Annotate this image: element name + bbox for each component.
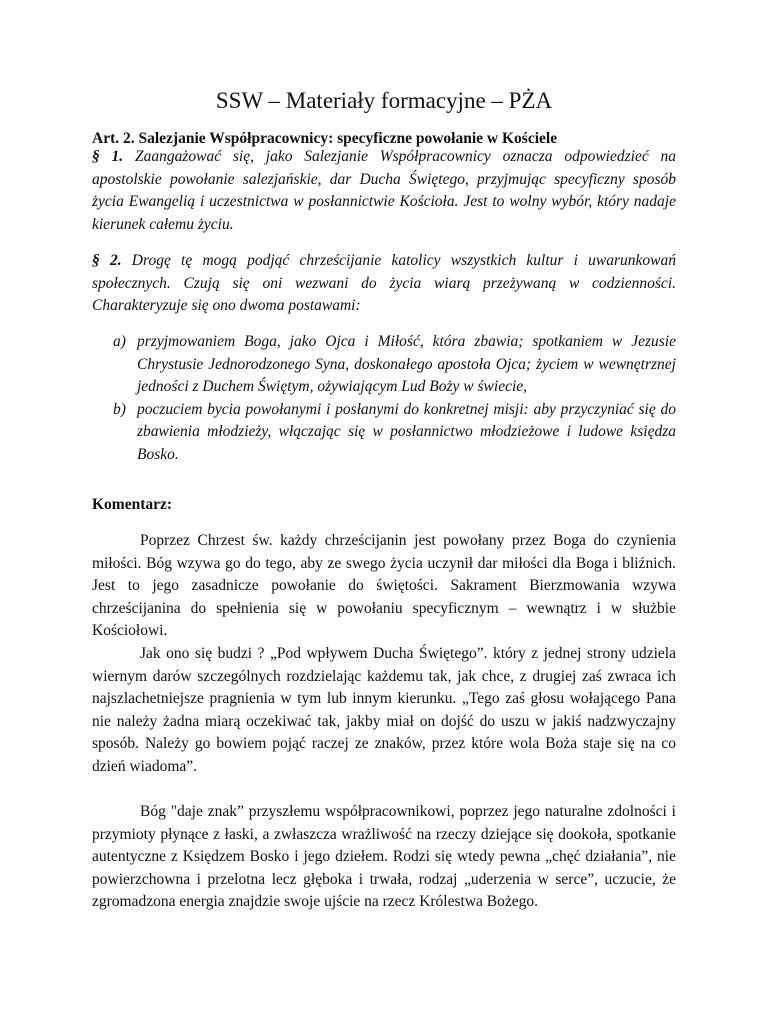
- commentary-paragraph-2: Jak ono się budzi ? „Pod wpływem Ducha Świętego”. który z jednej strony udziela wiernym darów szczególnych rozdzielając każdemu tak, jak chce, z drugiej zaś zwraca ich najszlachetniejsze pragnienia w tym lub innym kierunku. „Tego zaś głosu wołającego Pana nie należy żadna miarą oczekiwać tak, jakby miał on dojść do uszu w jakiś nadzwyczajny sposób. Należy go bowiem pojąć raczej ze znaków, przez które wola Boża staje się na co dzień wiadoma”.: [92, 645, 676, 775]
- list-marker: b): [113, 400, 126, 418]
- section-2-paragraph: [92, 250, 676, 318]
- commentary-paragraph-1: Poprzez Chrzest św. każdy chrześcijanin jest powołany przez Boga do czynienia miłości. Bóg wzywa go do tego, aby ze swego życia uczynił dar miłości dla Boga i bliźnich. Jest to jego zasadnicze powołanie do świętości. Sakrament Bierzmowania wzywa chrześcijanina do spełnienia się w powołaniu specyficznym – wewnątrz i w służbie Kościołowi.: [92, 532, 676, 640]
- list-item: [92, 331, 676, 399]
- section-1-mark: § 1.: [92, 148, 124, 165]
- list-item-text: poczuciem bycia powołanymi i posłanymi do konkretnej misji: aby przyczyniać się do zbawienia młodzieży, włączając się w posłannictwo młodzieżowe i ludowe księdza Bosko.: [137, 400, 676, 463]
- postures-list: [92, 331, 676, 467]
- list-marker: a): [113, 333, 126, 350]
- commentary-heading: Komentarz:: [92, 496, 173, 513]
- document-title: SSW – Materiały formacyjne – PŻA: [215, 88, 553, 113]
- list-item-text: przyjmowaniem Boga, jako Ojca i Miłość, która zbawia; spotkaniem w Jezusie Chrystusie Jednorodzonego Syna, doskonałego apostoła Ojca; życiem w wewnętrznej jedności z Duchem Świętym, ożywiającym Lud Boży w świecie,: [137, 333, 676, 396]
- commentary-paragraph-3: Bóg "daje znak” przyszłemu współpracownikowi, poprzez jego naturalne zdolności i przymioty płynące z łaski, a zwłaszcza wrażliwość na rzeczy dziejące się dookoła, spotkanie autentyczne z Księdzem Bosko i jego dziełem. Rodzi się wtedy pewna „chęć działania”, nie powierzchowna i przelotna lecz głęboka i trwała, rodzaj „uderzenia w serce”, uczucie, że zgromadzona energia znajdzie swoje ujście na rzecz Królestwa Bożego.: [92, 803, 676, 911]
- section-2-mark: § 2.: [92, 252, 122, 269]
- section-2-text: Drogę tę mogą podjąć chrześcijanie katolicy wszystkich kultur i uwarunkowań społecznych. Czują się oni wezwani do życia wiarą przeżywaną w codzienności. Charakteryzuje się ono dwoma postawami:: [92, 252, 677, 315]
- section-1-text: Zaangażować się, jako Salezjanie Współpracownicy oznacza odpowiedzieć na apostolskie powołanie salezjańskie, dar Ducha Świętego, przyjmując specyficzny sposób życia Ewangelią i uczestnictwa w posłannictwie Kościoła. Jest to wolny wybór, który nadaje kierunek całemu życiu.: [92, 148, 676, 233]
- section-1-paragraph: [92, 146, 676, 236]
- list-item: [92, 399, 676, 467]
- article-heading: Art. 2. Salezjanie Współpracownicy: specyficzne powołanie w Kościele: [92, 130, 558, 147]
